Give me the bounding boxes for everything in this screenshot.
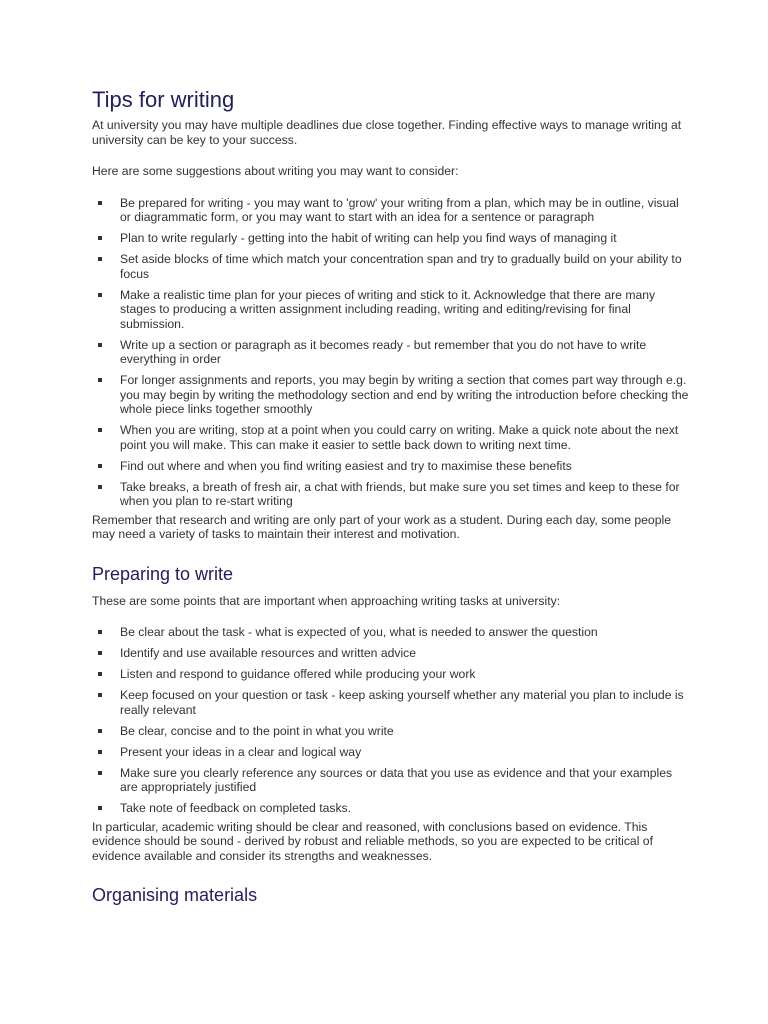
list-item-text: Take note of feedback on completed tasks. [120, 801, 352, 815]
bullet-list [92, 196, 692, 509]
list-item [92, 801, 692, 816]
bullet-square-icon [98, 236, 102, 240]
list-item-text: Be clear, concise and to the point in what you write [120, 723, 394, 738]
list-item-text: Listen and respond to guidance offered while producing your work [120, 667, 476, 681]
list-item [92, 231, 692, 246]
list-item [92, 459, 692, 474]
intro-paragraph: At university you may have multiple deadlines due close together. Finding effective ways to manage writing at university can be key to your success. [92, 118, 682, 147]
document-page [92, 86, 692, 907]
list-item-text: For longer assignments and reports, you may begin by writing a section that comes part way through e.g. you may begin by writing the methodology section and end by writing the introduction before checking the whole piece links together smoothly [120, 373, 689, 416]
section-heading: Preparing to write [92, 563, 234, 584]
list-item [92, 646, 692, 661]
list-item [92, 724, 692, 739]
bullet-square-icon [98, 428, 102, 432]
list-item-text: Make a realistic time plan for your pieces of writing and stick to it. Acknowledge that there are many stages to producing a written assignment including reading, writing and editing/revising for final submission. [120, 287, 656, 331]
list-item [92, 625, 692, 640]
list-item-text: Be prepared for writing - you may want to 'grow' your writing from a plan, which may be in outline, visual or diagrammatic form, or you may want to start with an idea for a sentence or paragraph [120, 195, 679, 224]
list-item [92, 373, 692, 417]
list-item [92, 288, 692, 332]
closing-paragraph: In particular, academic writing should be clear and reasoned, with conclusions based on evidence. This evidence should be sound - derived by robust and reliable methods, so you are expected to be critical of evidence available and consider its strengths and weaknesses. [92, 819, 653, 863]
list-item [92, 667, 692, 682]
bullet-square-icon [98, 257, 102, 261]
list-item-text: Set aside blocks of time which match your concentration span and try to gradually build on your ability to focus [120, 252, 682, 281]
bullet-square-icon [98, 630, 102, 634]
list-item-text: Make sure you clearly reference any sources or data that you use as evidence and that your examples are appropriately justified [120, 765, 673, 794]
bullet-square-icon [98, 201, 102, 205]
list-item [92, 745, 692, 760]
list-item [92, 338, 692, 367]
list-item-text: Find out where and when you find writing easiest and try to maximise these benefits [120, 458, 572, 473]
list-item [92, 196, 692, 225]
list-item [92, 480, 692, 509]
bullet-square-icon [98, 806, 102, 810]
list-item [92, 423, 692, 452]
list-item-text: Write up a section or paragraph as it becomes ready - but remember that you do not have to write everything in order [120, 337, 647, 366]
bullet-square-icon [98, 485, 102, 489]
list-item [92, 688, 692, 717]
bullet-square-icon [98, 693, 102, 697]
bullet-square-icon [98, 293, 102, 297]
bullet-square-icon [98, 771, 102, 775]
bullet-list [92, 625, 692, 816]
list-item-text: Keep focused on your question or task - keep asking yourself whether any material you plan to include is really relevant [120, 688, 684, 717]
list-item-text: Be clear about the task - what is expected of you, what is needed to answer the question [120, 625, 598, 639]
bullet-square-icon [98, 651, 102, 655]
bullet-square-icon [98, 343, 102, 347]
bullet-square-icon [98, 464, 102, 468]
closing-paragraph: Remember that research and writing are only part of your work as a student. During each day, some people may need a variety of tasks to maintain their interest and motivation. [92, 512, 671, 541]
bullet-square-icon [98, 729, 102, 733]
list-item [92, 252, 692, 281]
list-item-text: When you are writing, stop at a point when you could carry on writing. Make a quick note about the next point you will make. This can make it easier to settle back down to writing next time. [120, 423, 679, 452]
section-heading: Organising materials [92, 885, 258, 905]
list-item-text: Take breaks, a breath of fresh air, a chat with friends, but make sure you set times and keep to these for when you plan to re-start writing [120, 479, 680, 508]
bullet-square-icon [98, 378, 102, 382]
page-title: Tips for writing [92, 87, 235, 112]
list-item-text: Plan to write regularly - getting into the habit of writing can help you find ways of managing it [120, 231, 617, 245]
intro-paragraph: Here are some suggestions about writing you may want to consider: [92, 164, 459, 178]
list-item-text: Present your ideas in a clear and logical way [120, 744, 362, 759]
bullet-square-icon [98, 672, 102, 676]
list-item [92, 766, 692, 795]
intro-paragraph: These are some points that are important when approaching writing tasks at university: [92, 593, 561, 608]
bullet-square-icon [98, 750, 102, 754]
list-item-text: Identify and use available resources and written advice [120, 646, 417, 660]
